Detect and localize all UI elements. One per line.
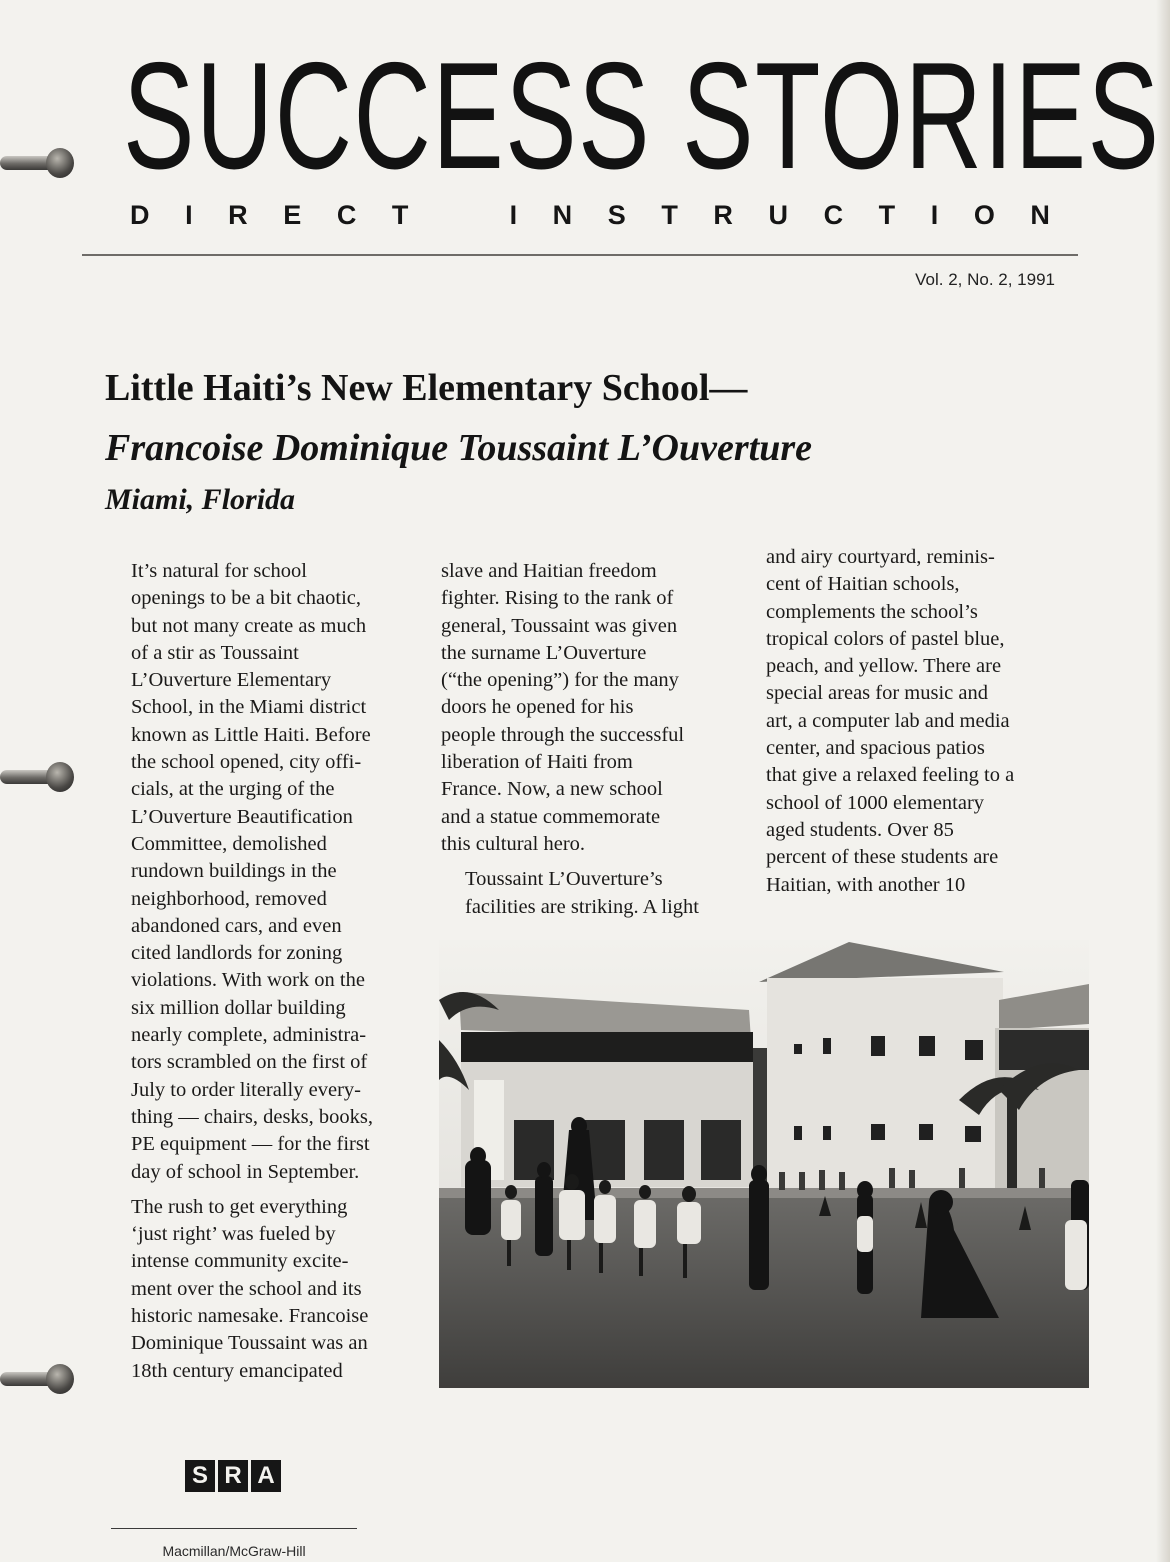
text-line: aged students. Over 85 — [766, 818, 954, 841]
text-line: 18th century emancipated — [131, 1359, 343, 1382]
text-line: nearly complete, administra- — [131, 1024, 367, 1047]
text-line: liberation of Haiti from — [441, 751, 633, 774]
footer-rule — [111, 1528, 357, 1529]
text-line: neighborhood, removed — [131, 887, 327, 910]
text-line: doors he opened for his — [441, 696, 634, 719]
logo-letter: A — [251, 1460, 281, 1492]
text-line: six million dollar building — [131, 996, 346, 1019]
text-line: July to order literally every- — [131, 1078, 361, 1101]
text-line: the surname L’Ouverture — [441, 641, 647, 664]
article-column-1 — [107, 558, 427, 1385]
subtitle-letter — [444, 200, 474, 231]
text-line: rundown buildings in the — [131, 860, 337, 883]
subtitle-letter: S — [607, 200, 626, 230]
text-line: complements the school’s — [766, 600, 978, 623]
masthead-subtitle — [130, 200, 1050, 231]
subtitle-letter: R — [713, 200, 733, 230]
text-line: The rush to get everything — [131, 1195, 348, 1218]
subtitle-letter: O — [973, 200, 995, 230]
binder-ring-bottom — [0, 1362, 78, 1396]
text-line: abandoned cars, and even — [131, 914, 342, 937]
text-line: slave and Haitian freedom — [441, 560, 657, 582]
text-line: facilities are striking. A light — [465, 895, 699, 918]
text-line: Dominique Toussaint was an — [131, 1332, 368, 1355]
text-line: Toussaint L’Ouverture’s — [465, 868, 663, 891]
subtitle-letter: R — [228, 200, 248, 230]
text-line: ‘just right’ was fueled by — [131, 1223, 336, 1246]
text-line: L’Ouverture Elementary — [131, 669, 332, 692]
masthead-rule — [82, 254, 1078, 256]
text-line: School, in the Miami district — [131, 696, 367, 719]
text-line: and airy courtyard, reminis- — [766, 546, 995, 568]
logo-letter: S — [185, 1460, 215, 1492]
text-line: (“the opening”) for the many — [441, 669, 679, 692]
article-column-3 — [766, 544, 1076, 899]
text-line: ment over the school and its — [131, 1277, 362, 1300]
article-column-2 — [441, 558, 751, 921]
subtitle-letter: T — [391, 200, 409, 230]
subtitle-letter: N — [552, 200, 573, 230]
text-line: thing — chairs, desks, books, — [131, 1105, 373, 1128]
text-line: It’s natural for school — [131, 560, 307, 582]
column3-paragraph-1 — [766, 544, 1076, 899]
subtitle-letter: I — [930, 200, 939, 230]
text-line: PE equipment — for the first — [131, 1133, 370, 1156]
column1-paragraph-1 — [107, 558, 427, 1186]
subtitle-letter: U — [768, 200, 788, 230]
text-line: L’Ouverture Beautification — [131, 805, 353, 828]
column2-paragraph-1 — [441, 558, 751, 858]
subtitle-letter: T — [878, 200, 896, 230]
text-line: violations. With work on the — [131, 969, 365, 992]
text-line: tors scrambled on the first of — [131, 1051, 368, 1074]
subtitle-letter: N — [1030, 200, 1050, 230]
subtitle-letter: I — [509, 200, 518, 230]
text-line: cited landlords for zoning — [131, 942, 343, 965]
masthead — [123, 31, 1161, 201]
text-line: Haitian, with another 10 — [766, 873, 966, 896]
binder-ring-top — [0, 146, 78, 180]
text-line: and a statue commemorate — [441, 805, 661, 828]
text-line: people through the successful — [441, 723, 685, 746]
text-line: cent of Haitian schools, — [766, 573, 960, 596]
subtitle-letter: T — [661, 200, 678, 230]
text-line: this cultural hero. — [441, 832, 586, 855]
text-line: known as Little Haiti. Before — [131, 723, 371, 746]
publisher-name: Macmillan/McGraw-Hill — [162, 1543, 306, 1559]
text-line: fighter. Rising to the rank of — [441, 587, 674, 610]
text-line: but not many create as much — [131, 614, 367, 637]
article-headline-italic: Francoise Dominique Toussaint L’Ouverture — [105, 427, 812, 469]
text-line: that give a relaxed feeling to a — [766, 764, 1015, 787]
subtitle-letter: C — [336, 200, 357, 230]
sra-logo — [185, 1460, 281, 1492]
logo-letter: R — [218, 1460, 248, 1492]
text-line: the school opened, city offi- — [131, 751, 362, 774]
text-line: peach, and yellow. There are — [766, 655, 1002, 678]
text-line: percent of these students are — [766, 846, 999, 869]
subtitle-letter: D — [130, 200, 150, 230]
masthead-title: SUCCESS STORIES — [123, 31, 1161, 201]
page-edge-shadow — [1156, 0, 1170, 1562]
text-line: Committee, demolished — [131, 832, 327, 855]
column2-paragraph-2 — [441, 866, 751, 921]
school-photo — [439, 940, 1089, 1388]
text-line: intense community excite- — [131, 1250, 349, 1273]
text-line: historic namesake. Francoise — [131, 1305, 369, 1328]
subtitle-letter: C — [823, 200, 844, 230]
text-line: art, a computer lab and media — [766, 709, 1010, 732]
subtitle-letter: E — [283, 200, 302, 230]
text-line: school of 1000 elementary — [766, 791, 985, 814]
article-dateline: Miami, Florida — [105, 483, 296, 516]
text-line: special areas for music and — [766, 682, 988, 705]
binder-ring-middle — [0, 760, 78, 794]
text-line: of a stir as Toussaint — [131, 641, 299, 664]
column1-paragraph-2 — [107, 1194, 427, 1385]
text-line: cials, at the urging of the — [131, 778, 335, 801]
subtitle-letter: I — [185, 200, 193, 230]
volume-issue: Vol. 2, No. 2, 1991 — [915, 270, 1055, 289]
text-line: day of school in September. — [131, 1160, 360, 1183]
text-line: general, Toussaint was given — [441, 614, 678, 637]
text-line: tropical colors of pastel blue, — [766, 627, 1005, 650]
text-line: France. Now, a new school — [441, 778, 663, 801]
text-line: center, and spacious patios — [766, 737, 985, 760]
article-headline: Little Haiti’s New Elementary School— — [105, 367, 748, 409]
text-line: openings to be a bit chaotic, — [131, 587, 361, 610]
